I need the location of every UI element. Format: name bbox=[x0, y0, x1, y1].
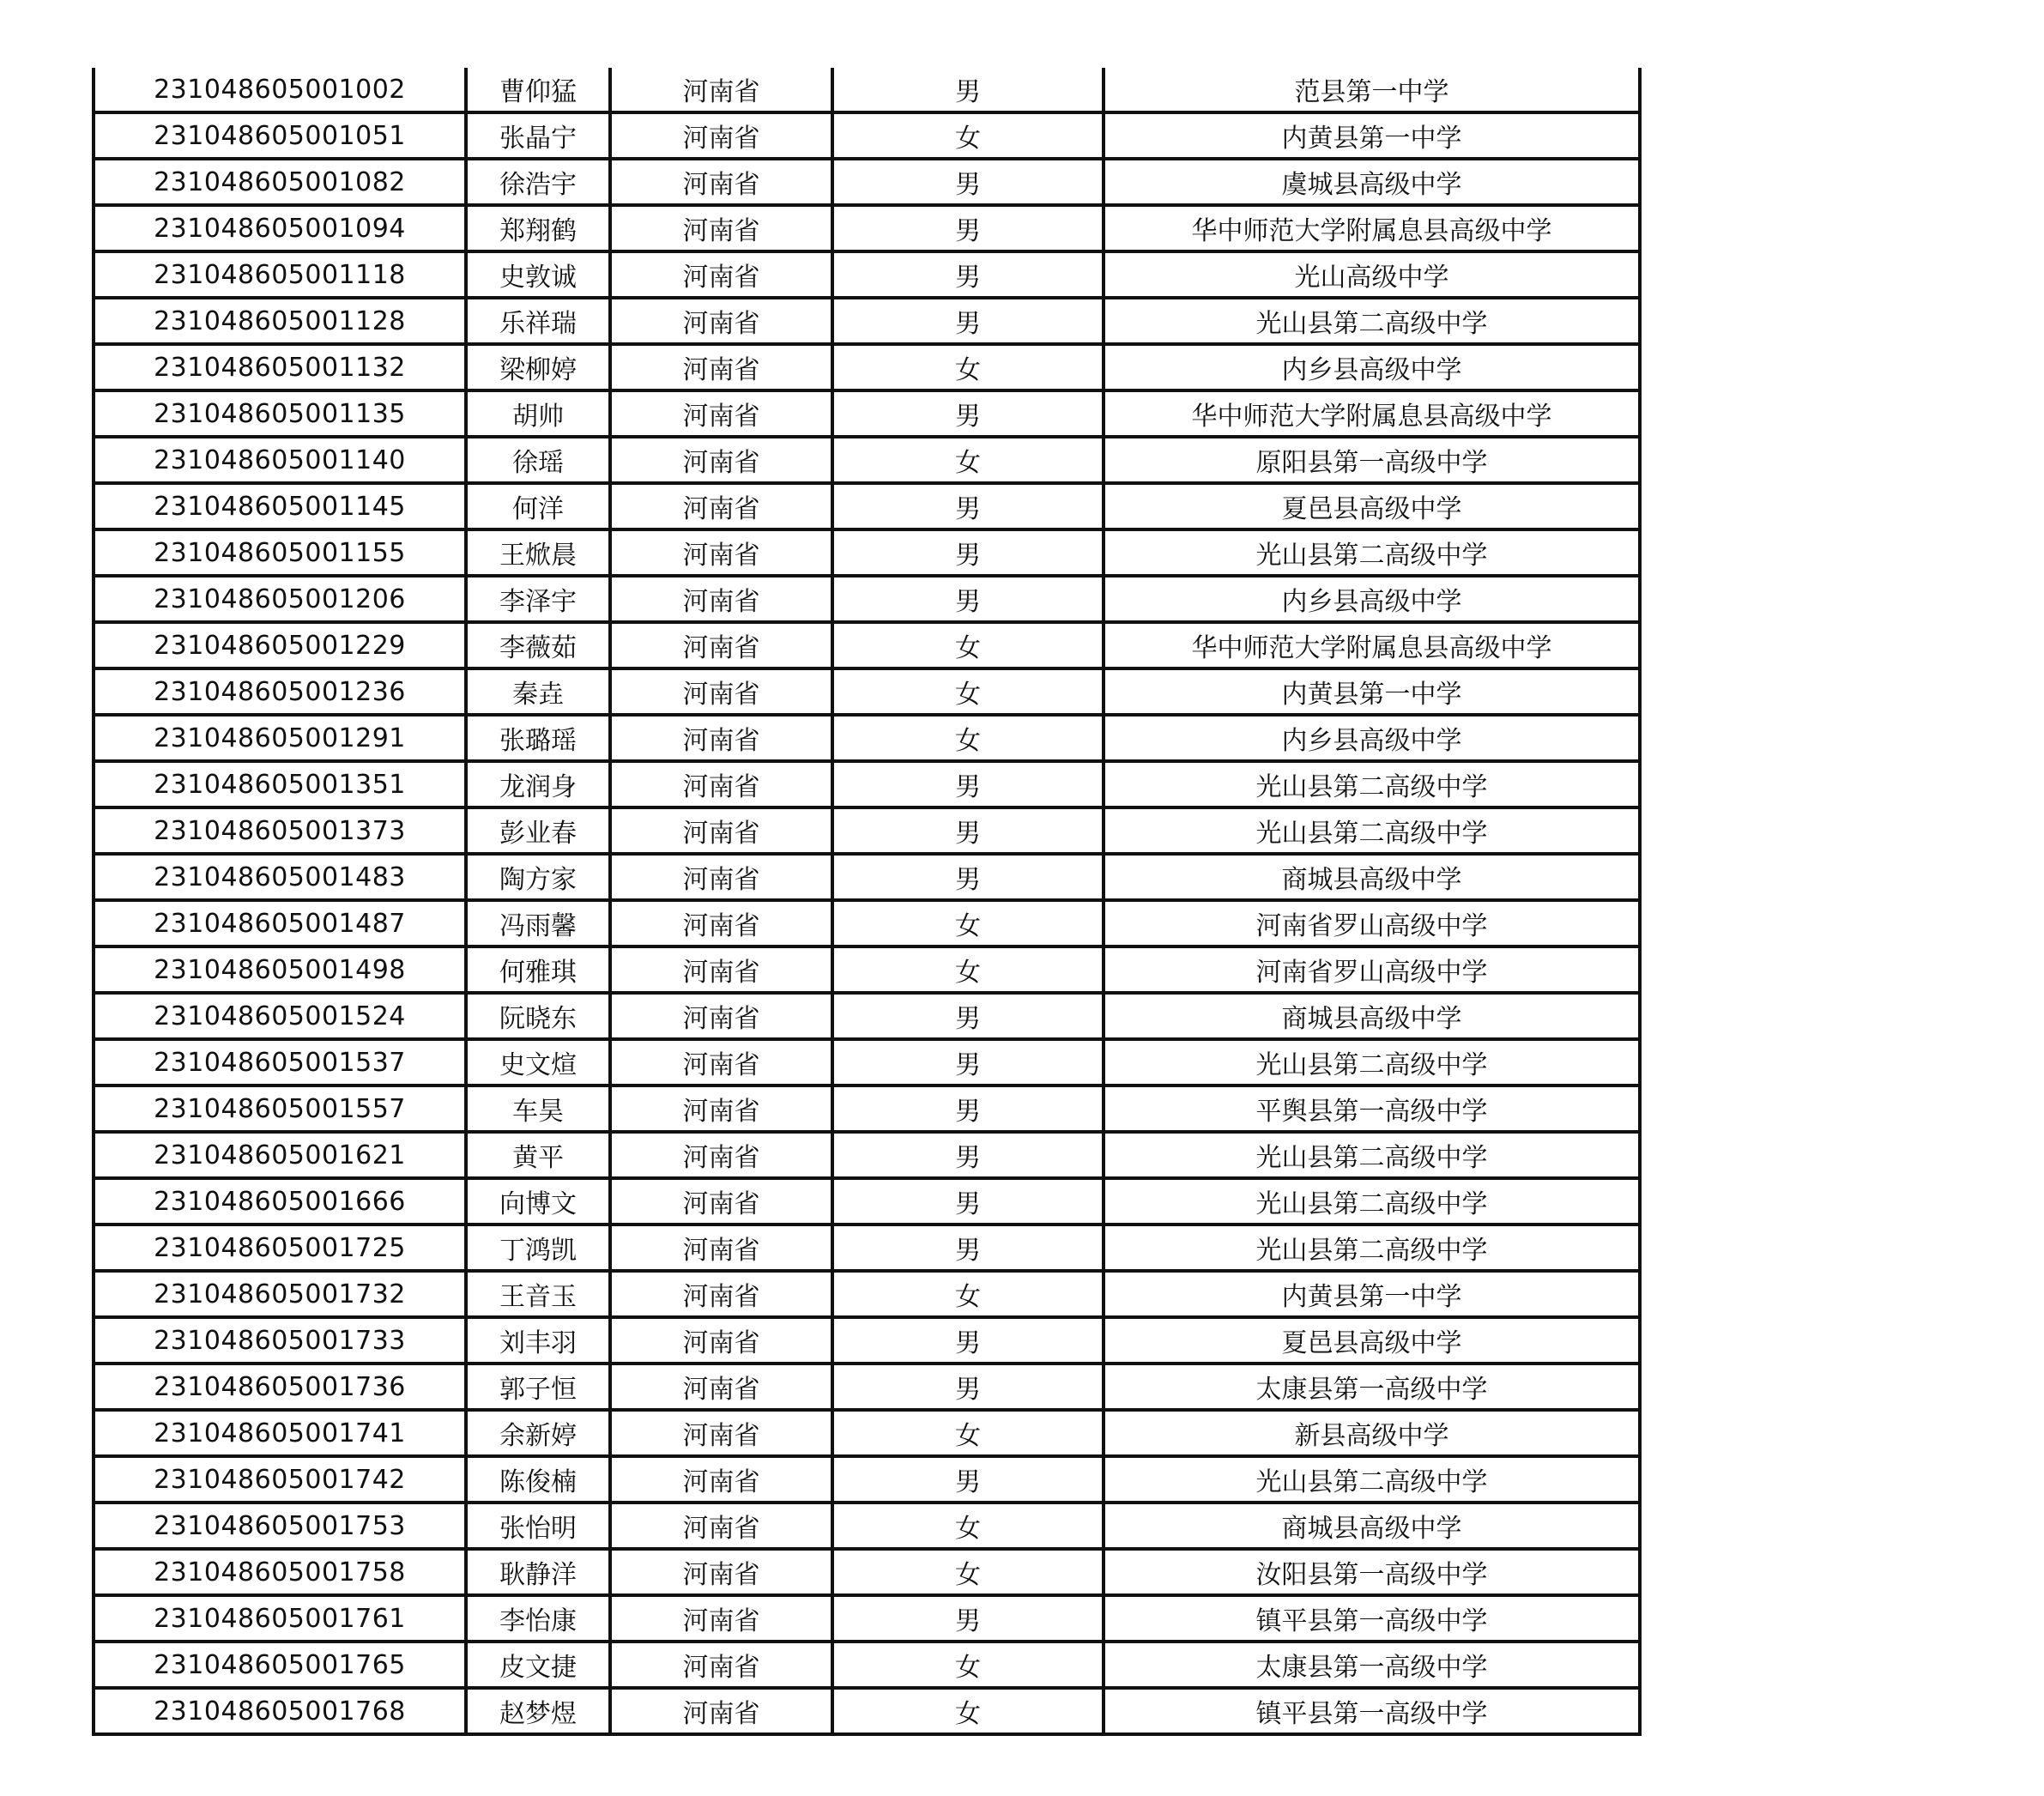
school-cell: 夏邑县高级中学 bbox=[1104, 483, 1640, 529]
name-cell: 余新婷 bbox=[466, 1410, 610, 1456]
table-row bbox=[94, 251, 1640, 298]
province-cell: 河南省 bbox=[610, 1225, 832, 1271]
table-row bbox=[94, 344, 1640, 390]
table-row bbox=[94, 1039, 1640, 1085]
province-cell: 河南省 bbox=[610, 1503, 832, 1549]
table-row bbox=[94, 1225, 1640, 1271]
exam-number-cell: 231048605001498 bbox=[94, 946, 466, 993]
school-cell: 夏邑县高级中学 bbox=[1104, 1317, 1640, 1364]
province-cell: 河南省 bbox=[610, 622, 832, 668]
school-cell: 光山高级中学 bbox=[1104, 251, 1640, 298]
province-cell: 河南省 bbox=[610, 1317, 832, 1364]
province-cell: 河南省 bbox=[610, 112, 832, 159]
gender-cell: 男 bbox=[832, 1178, 1104, 1225]
exam-number-cell: 231048605001725 bbox=[94, 1225, 466, 1271]
school-cell: 光山县第二高级中学 bbox=[1104, 761, 1640, 807]
gender-cell: 女 bbox=[832, 1549, 1104, 1595]
table-row bbox=[94, 807, 1640, 854]
gender-cell: 女 bbox=[832, 1642, 1104, 1688]
exam-number-cell: 231048605001537 bbox=[94, 1039, 466, 1085]
name-cell: 秦垚 bbox=[466, 668, 610, 715]
exam-number-cell: 231048605001155 bbox=[94, 529, 466, 576]
table-row bbox=[94, 1317, 1640, 1364]
table-row bbox=[94, 1503, 1640, 1549]
table-row bbox=[94, 1271, 1640, 1317]
gender-cell: 男 bbox=[832, 1085, 1104, 1132]
name-cell: 李薇茹 bbox=[466, 622, 610, 668]
name-cell: 耿静洋 bbox=[466, 1549, 610, 1595]
name-cell: 李怡康 bbox=[466, 1595, 610, 1642]
name-cell: 梁柳婷 bbox=[466, 344, 610, 390]
table-row bbox=[94, 529, 1640, 576]
table-row bbox=[94, 205, 1640, 251]
gender-cell: 男 bbox=[832, 1225, 1104, 1271]
exam-number-cell: 231048605001621 bbox=[94, 1132, 466, 1178]
school-cell: 商城县高级中学 bbox=[1104, 993, 1640, 1039]
gender-cell: 男 bbox=[832, 854, 1104, 900]
table-row bbox=[94, 1410, 1640, 1456]
exam-number-cell: 231048605001094 bbox=[94, 205, 466, 251]
school-cell: 原阳县第一高级中学 bbox=[1104, 437, 1640, 483]
gender-cell: 男 bbox=[832, 390, 1104, 437]
province-cell: 河南省 bbox=[610, 946, 832, 993]
table-row bbox=[94, 68, 1640, 112]
province-cell: 河南省 bbox=[610, 715, 832, 761]
table-row bbox=[94, 1595, 1640, 1642]
province-cell: 河南省 bbox=[610, 1178, 832, 1225]
province-cell: 河南省 bbox=[610, 1549, 832, 1595]
exam-number-cell: 231048605001351 bbox=[94, 761, 466, 807]
school-cell: 商城县高级中学 bbox=[1104, 1503, 1640, 1549]
name-cell: 李泽宇 bbox=[466, 576, 610, 622]
school-cell: 内黄县第一中学 bbox=[1104, 668, 1640, 715]
name-cell: 徐瑶 bbox=[466, 437, 610, 483]
exam-number-cell: 231048605001118 bbox=[94, 251, 466, 298]
school-cell: 华中师范大学附属息县高级中学 bbox=[1104, 622, 1640, 668]
name-cell: 阮晓东 bbox=[466, 993, 610, 1039]
school-cell: 光山县第二高级中学 bbox=[1104, 1132, 1640, 1178]
gender-cell: 男 bbox=[832, 298, 1104, 344]
table-row bbox=[94, 900, 1640, 946]
exam-number-cell: 231048605001741 bbox=[94, 1410, 466, 1456]
table-row bbox=[94, 298, 1640, 344]
exam-number-cell: 231048605001753 bbox=[94, 1503, 466, 1549]
gender-cell: 女 bbox=[832, 900, 1104, 946]
exam-number-cell: 231048605001736 bbox=[94, 1364, 466, 1410]
table-row bbox=[94, 1085, 1640, 1132]
table-row bbox=[94, 993, 1640, 1039]
province-cell: 河南省 bbox=[610, 298, 832, 344]
school-cell: 内黄县第一中学 bbox=[1104, 112, 1640, 159]
table-row bbox=[94, 622, 1640, 668]
gender-cell: 男 bbox=[832, 68, 1104, 112]
province-cell: 河南省 bbox=[610, 668, 832, 715]
name-cell: 向博文 bbox=[466, 1178, 610, 1225]
school-cell: 汝阳县第一高级中学 bbox=[1104, 1549, 1640, 1595]
name-cell: 皮文捷 bbox=[466, 1642, 610, 1688]
name-cell: 彭业春 bbox=[466, 807, 610, 854]
name-cell: 陈俊楠 bbox=[466, 1456, 610, 1503]
school-cell: 镇平县第一高级中学 bbox=[1104, 1688, 1640, 1734]
gender-cell: 男 bbox=[832, 483, 1104, 529]
school-cell: 太康县第一高级中学 bbox=[1104, 1364, 1640, 1410]
province-cell: 河南省 bbox=[610, 807, 832, 854]
table-body bbox=[94, 68, 1640, 1734]
province-cell: 河南省 bbox=[610, 1595, 832, 1642]
gender-cell: 男 bbox=[832, 1456, 1104, 1503]
name-cell: 赵梦煜 bbox=[466, 1688, 610, 1734]
table-row bbox=[94, 159, 1640, 205]
exam-number-cell: 231048605001524 bbox=[94, 993, 466, 1039]
school-cell: 内乡县高级中学 bbox=[1104, 715, 1640, 761]
school-cell: 光山县第二高级中学 bbox=[1104, 1178, 1640, 1225]
school-cell: 河南省罗山高级中学 bbox=[1104, 900, 1640, 946]
gender-cell: 女 bbox=[832, 1688, 1104, 1734]
school-cell: 光山县第二高级中学 bbox=[1104, 298, 1640, 344]
name-cell: 张怡明 bbox=[466, 1503, 610, 1549]
gender-cell: 男 bbox=[832, 576, 1104, 622]
province-cell: 河南省 bbox=[610, 854, 832, 900]
name-cell: 何洋 bbox=[466, 483, 610, 529]
school-cell: 内乡县高级中学 bbox=[1104, 576, 1640, 622]
exam-number-cell: 231048605001236 bbox=[94, 668, 466, 715]
name-cell: 龙润身 bbox=[466, 761, 610, 807]
table-row bbox=[94, 437, 1640, 483]
province-cell: 河南省 bbox=[610, 205, 832, 251]
exam-number-cell: 231048605001761 bbox=[94, 1595, 466, 1642]
school-cell: 光山县第二高级中学 bbox=[1104, 1225, 1640, 1271]
school-cell: 光山县第二高级中学 bbox=[1104, 1456, 1640, 1503]
table-row bbox=[94, 112, 1640, 159]
province-cell: 河南省 bbox=[610, 529, 832, 576]
gender-cell: 女 bbox=[832, 344, 1104, 390]
exam-number-cell: 231048605001666 bbox=[94, 1178, 466, 1225]
province-cell: 河南省 bbox=[610, 1039, 832, 1085]
school-cell: 商城县高级中学 bbox=[1104, 854, 1640, 900]
province-cell: 河南省 bbox=[610, 761, 832, 807]
name-cell: 张璐瑶 bbox=[466, 715, 610, 761]
name-cell: 丁鸿凯 bbox=[466, 1225, 610, 1271]
exam-number-cell: 231048605001002 bbox=[94, 68, 466, 112]
exam-number-cell: 231048605001082 bbox=[94, 159, 466, 205]
table-row bbox=[94, 1456, 1640, 1503]
admission-table bbox=[92, 68, 1642, 1736]
school-cell: 镇平县第一高级中学 bbox=[1104, 1595, 1640, 1642]
school-cell: 太康县第一高级中学 bbox=[1104, 1642, 1640, 1688]
table-row bbox=[94, 715, 1640, 761]
name-cell: 王焮晨 bbox=[466, 529, 610, 576]
province-cell: 河南省 bbox=[610, 1085, 832, 1132]
exam-number-cell: 231048605001140 bbox=[94, 437, 466, 483]
province-cell: 河南省 bbox=[610, 68, 832, 112]
table-row bbox=[94, 390, 1640, 437]
gender-cell: 女 bbox=[832, 112, 1104, 159]
exam-number-cell: 231048605001768 bbox=[94, 1688, 466, 1734]
province-cell: 河南省 bbox=[610, 483, 832, 529]
name-cell: 王音玉 bbox=[466, 1271, 610, 1317]
table-row bbox=[94, 761, 1640, 807]
gender-cell: 男 bbox=[832, 529, 1104, 576]
gender-cell: 女 bbox=[832, 622, 1104, 668]
province-cell: 河南省 bbox=[610, 1456, 832, 1503]
school-cell: 虞城县高级中学 bbox=[1104, 159, 1640, 205]
table-row bbox=[94, 668, 1640, 715]
gender-cell: 女 bbox=[832, 437, 1104, 483]
school-cell: 内乡县高级中学 bbox=[1104, 344, 1640, 390]
gender-cell: 男 bbox=[832, 1039, 1104, 1085]
name-cell: 徐浩宇 bbox=[466, 159, 610, 205]
gender-cell: 女 bbox=[832, 946, 1104, 993]
gender-cell: 男 bbox=[832, 1595, 1104, 1642]
exam-number-cell: 231048605001733 bbox=[94, 1317, 466, 1364]
province-cell: 河南省 bbox=[610, 251, 832, 298]
exam-number-cell: 231048605001229 bbox=[94, 622, 466, 668]
name-cell: 张晶宁 bbox=[466, 112, 610, 159]
table-row bbox=[94, 1178, 1640, 1225]
name-cell: 曹仰猛 bbox=[466, 68, 610, 112]
table-row bbox=[94, 854, 1640, 900]
table-row bbox=[94, 1132, 1640, 1178]
gender-cell: 男 bbox=[832, 807, 1104, 854]
school-cell: 光山县第二高级中学 bbox=[1104, 529, 1640, 576]
province-cell: 河南省 bbox=[610, 1642, 832, 1688]
gender-cell: 男 bbox=[832, 159, 1104, 205]
province-cell: 河南省 bbox=[610, 576, 832, 622]
exam-number-cell: 231048605001483 bbox=[94, 854, 466, 900]
name-cell: 郭子恒 bbox=[466, 1364, 610, 1410]
exam-number-cell: 231048605001145 bbox=[94, 483, 466, 529]
school-cell: 光山县第二高级中学 bbox=[1104, 1039, 1640, 1085]
table-row bbox=[94, 576, 1640, 622]
name-cell: 何雅琪 bbox=[466, 946, 610, 993]
name-cell: 胡帅 bbox=[466, 390, 610, 437]
name-cell: 黄平 bbox=[466, 1132, 610, 1178]
exam-number-cell: 231048605001732 bbox=[94, 1271, 466, 1317]
school-cell: 平舆县第一高级中学 bbox=[1104, 1085, 1640, 1132]
gender-cell: 男 bbox=[832, 761, 1104, 807]
name-cell: 刘丰羽 bbox=[466, 1317, 610, 1364]
province-cell: 河南省 bbox=[610, 1688, 832, 1734]
name-cell: 陶方家 bbox=[466, 854, 610, 900]
school-cell: 范县第一中学 bbox=[1104, 68, 1640, 112]
name-cell: 史文煊 bbox=[466, 1039, 610, 1085]
gender-cell: 女 bbox=[832, 668, 1104, 715]
province-cell: 河南省 bbox=[610, 159, 832, 205]
school-cell: 内黄县第一中学 bbox=[1104, 1271, 1640, 1317]
name-cell: 冯雨馨 bbox=[466, 900, 610, 946]
province-cell: 河南省 bbox=[610, 390, 832, 437]
exam-number-cell: 231048605001765 bbox=[94, 1642, 466, 1688]
table-row bbox=[94, 1642, 1640, 1688]
exam-number-cell: 231048605001557 bbox=[94, 1085, 466, 1132]
gender-cell: 男 bbox=[832, 205, 1104, 251]
exam-number-cell: 231048605001128 bbox=[94, 298, 466, 344]
exam-number-cell: 231048605001051 bbox=[94, 112, 466, 159]
exam-number-cell: 231048605001758 bbox=[94, 1549, 466, 1595]
gender-cell: 男 bbox=[832, 993, 1104, 1039]
gender-cell: 男 bbox=[832, 1132, 1104, 1178]
province-cell: 河南省 bbox=[610, 900, 832, 946]
exam-number-cell: 231048605001487 bbox=[94, 900, 466, 946]
exam-number-cell: 231048605001132 bbox=[94, 344, 466, 390]
exam-number-cell: 231048605001206 bbox=[94, 576, 466, 622]
exam-number-cell: 231048605001373 bbox=[94, 807, 466, 854]
exam-number-cell: 231048605001135 bbox=[94, 390, 466, 437]
gender-cell: 女 bbox=[832, 715, 1104, 761]
table-row bbox=[94, 946, 1640, 993]
gender-cell: 女 bbox=[832, 1410, 1104, 1456]
school-cell: 河南省罗山高级中学 bbox=[1104, 946, 1640, 993]
school-cell: 新县高级中学 bbox=[1104, 1410, 1640, 1456]
gender-cell: 女 bbox=[832, 1503, 1104, 1549]
exam-number-cell: 231048605001742 bbox=[94, 1456, 466, 1503]
gender-cell: 女 bbox=[832, 1271, 1104, 1317]
school-cell: 华中师范大学附属息县高级中学 bbox=[1104, 205, 1640, 251]
table-row bbox=[94, 1688, 1640, 1734]
name-cell: 史敦诚 bbox=[466, 251, 610, 298]
name-cell: 郑翔鹤 bbox=[466, 205, 610, 251]
province-cell: 河南省 bbox=[610, 1132, 832, 1178]
province-cell: 河南省 bbox=[610, 344, 832, 390]
table-row bbox=[94, 483, 1640, 529]
gender-cell: 男 bbox=[832, 1364, 1104, 1410]
province-cell: 河南省 bbox=[610, 1271, 832, 1317]
table-row bbox=[94, 1549, 1640, 1595]
name-cell: 车昊 bbox=[466, 1085, 610, 1132]
name-cell: 乐祥瑞 bbox=[466, 298, 610, 344]
gender-cell: 男 bbox=[832, 1317, 1104, 1364]
exam-number-cell: 231048605001291 bbox=[94, 715, 466, 761]
province-cell: 河南省 bbox=[610, 1364, 832, 1410]
school-cell: 华中师范大学附属息县高级中学 bbox=[1104, 390, 1640, 437]
province-cell: 河南省 bbox=[610, 1410, 832, 1456]
table-row bbox=[94, 1364, 1640, 1410]
province-cell: 河南省 bbox=[610, 993, 832, 1039]
gender-cell: 男 bbox=[832, 251, 1104, 298]
school-cell: 光山县第二高级中学 bbox=[1104, 807, 1640, 854]
province-cell: 河南省 bbox=[610, 437, 832, 483]
